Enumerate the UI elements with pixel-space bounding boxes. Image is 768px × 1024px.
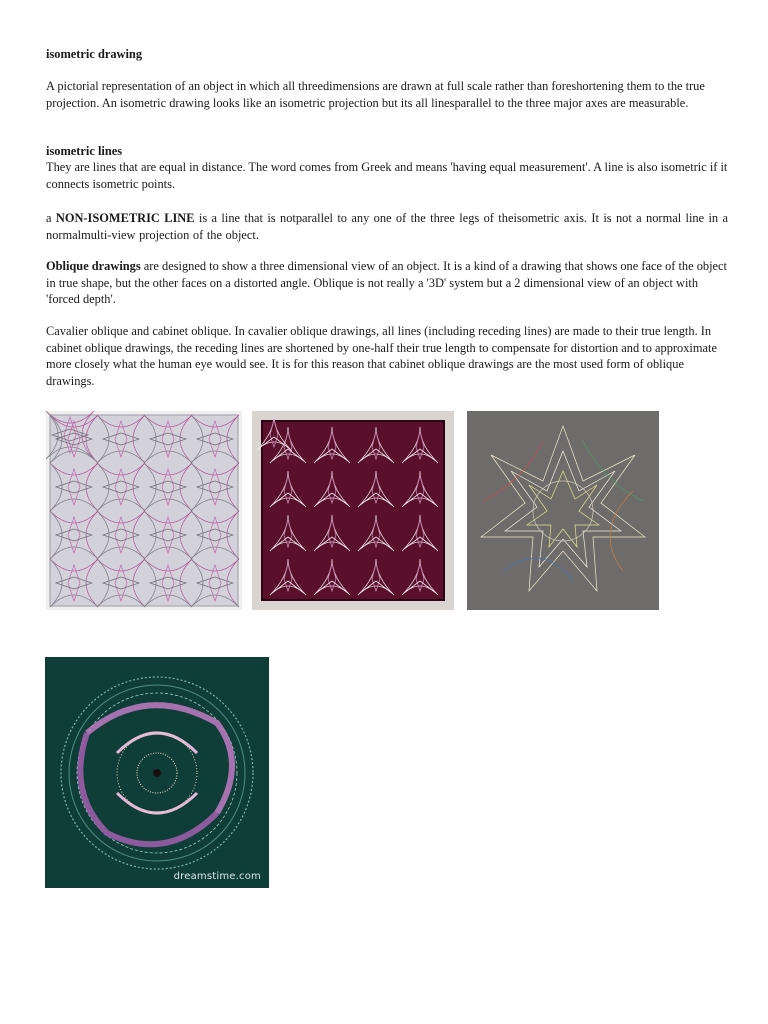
heading-isometric-drawing: isometric drawing bbox=[46, 47, 143, 61]
string-art-spiral-graphic bbox=[45, 657, 269, 888]
paragraph-isometric-lines: They are lines that are equal in distance. The word comes from Greek and means 'having equal measurement'. A line is also isometric if it connects isometric points. bbox=[46, 160, 728, 191]
string-art-pink-grey-graphic bbox=[46, 411, 242, 610]
non-iso-text: is a line that is notparallel to any one of the three legs of theisometric axis. It is not a normal line in a normalmulti-view projection of the object. bbox=[46, 211, 728, 242]
paragraph-cavalier-cabinet: Cavalier oblique and cabinet oblique. In cavalier oblique drawings, all lines (including receding lines) are made to their true length. In cabinet oblique drawings, the receding lines are shortened by one-half their true length to compensate for distortion and to approximate more closely what the human eye would see. It is for this reason that cabinet oblique drawings are the most used form of oblique drawings. bbox=[46, 324, 717, 388]
non-iso-term: NON-ISOMETRIC LINE bbox=[55, 211, 195, 225]
paragraph-non-isometric-line bbox=[46, 210, 728, 243]
oblique-term: Oblique drawings bbox=[46, 259, 141, 273]
string-art-image-2 bbox=[252, 411, 454, 610]
dreamstime-watermark: dreamstime.com bbox=[173, 870, 261, 882]
string-art-maroon-graphic bbox=[252, 411, 454, 610]
heading-isometric-lines: isometric lines bbox=[46, 144, 123, 158]
oblique-text: are designed to show a three dimensional view of an object. It is a kind of a drawing that shows one face of the object in true shape, but the other faces on a distorted angle. Oblique is not really a '3D' system but a 2 dimensional view of an object with 'forced depth'. bbox=[46, 259, 727, 306]
paragraph-oblique-drawings bbox=[46, 258, 728, 308]
string-art-image-4 bbox=[45, 657, 269, 888]
non-iso-prefix: a bbox=[46, 211, 56, 225]
string-art-image-3 bbox=[467, 411, 659, 610]
paragraph-isometric-definition: A pictorial representation of an object in which all threedimensions are drawn at full scale rather than foreshortening them to the true projection. An isometric drawing looks like an isometric projection but its all linesparallel to the three major axes are measurable. bbox=[46, 79, 705, 110]
string-art-image-1 bbox=[46, 411, 242, 610]
string-art-star-graphic bbox=[467, 411, 659, 610]
